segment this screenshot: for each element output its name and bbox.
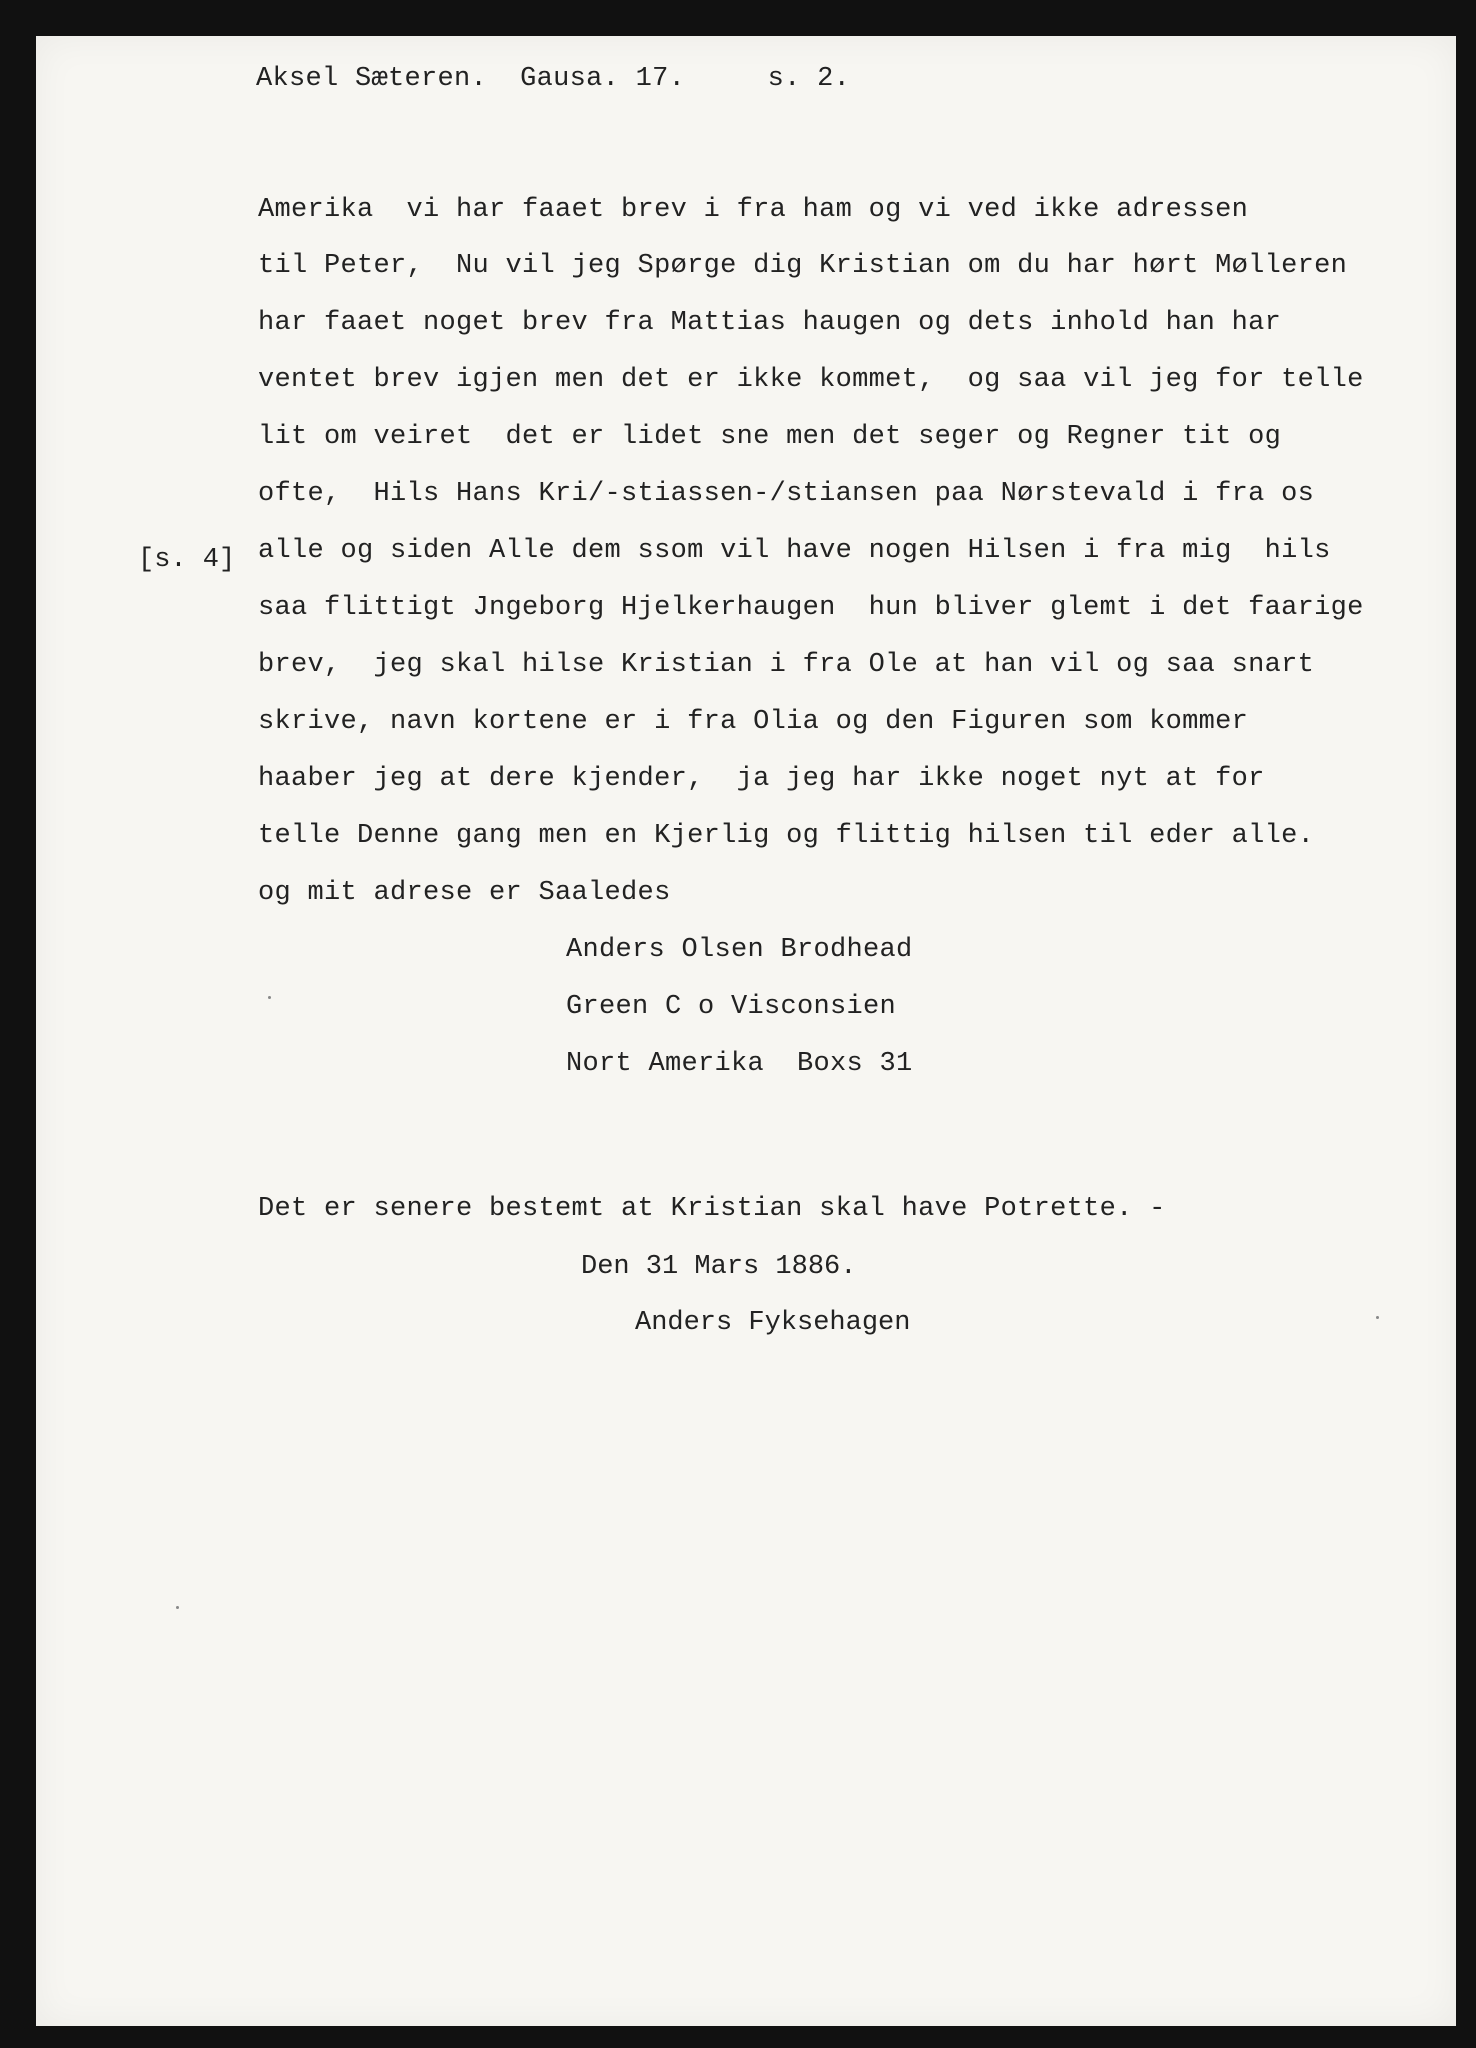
postscript: Det er senere bestemt at Kristian skal have Potrette. -	[258, 1194, 1166, 1224]
letter-date: Den 31 Mars 1886.	[581, 1252, 857, 1282]
body-line: saa flittigt Jngeborg Hjelkerhaugen hun bliver glemt i det faarige	[258, 593, 1364, 623]
header-page: s. 2.	[767, 64, 851, 94]
body-line: telle Denne gang men en Kjerlig og flittig hilsen til eder alle.	[258, 821, 1315, 851]
body-line: og mit adrese er Saaledes	[258, 878, 671, 908]
paper-speck	[1376, 1316, 1379, 1319]
body-line: alle og siden Alle dem ssom vil have nogen Hilsen i fra mig hils	[258, 536, 1331, 566]
body-line: skrive, navn kortene er i fra Olia og den Figuren som kommer	[258, 707, 1249, 737]
paper-speck	[268, 996, 271, 999]
body-line: haaber jeg at dere kjender, ja jeg har ikke noget nyt at for	[258, 764, 1265, 794]
body-line: lit om veiret det er lidet sne men det seger og Regner tit og	[258, 422, 1282, 452]
page-header	[256, 66, 850, 93]
body-line: Amerika vi har faaet brev i fra ham og vi ved ikke adressen	[258, 195, 1249, 225]
body-line: til Peter, Nu vil jeg Spørge dig Kristian om du har hørt Mølleren	[258, 251, 1348, 281]
body-line: ventet brev igjen men det er ikke kommet, og saa vil jeg for telle	[258, 365, 1364, 395]
paper-speck	[176, 1606, 179, 1609]
header-author: Aksel Sæteren.	[256, 64, 488, 94]
body-line: har faaet noget brev fra Mattias haugen og dets inhold han har	[258, 308, 1282, 338]
address-line: Nort Amerika Boxs 31	[566, 1049, 913, 1079]
address-line: Anders Olsen Brodhead	[566, 935, 913, 965]
address-line: Green C o Visconsien	[566, 992, 897, 1022]
margin-page-note: [s. 4]	[138, 545, 236, 575]
document-page	[36, 36, 1456, 2026]
body-line: brev, jeg skal hilse Kristian i fra Ole at han vil og saa snart	[258, 650, 1315, 680]
body-line: ofte, Hils Hans Kri/-stiassen-/stiansen paa Nørstevald i fra os	[258, 479, 1315, 509]
signature: Anders Fyksehagen	[635, 1308, 911, 1338]
header-source: Gausa. 17.	[520, 64, 686, 94]
